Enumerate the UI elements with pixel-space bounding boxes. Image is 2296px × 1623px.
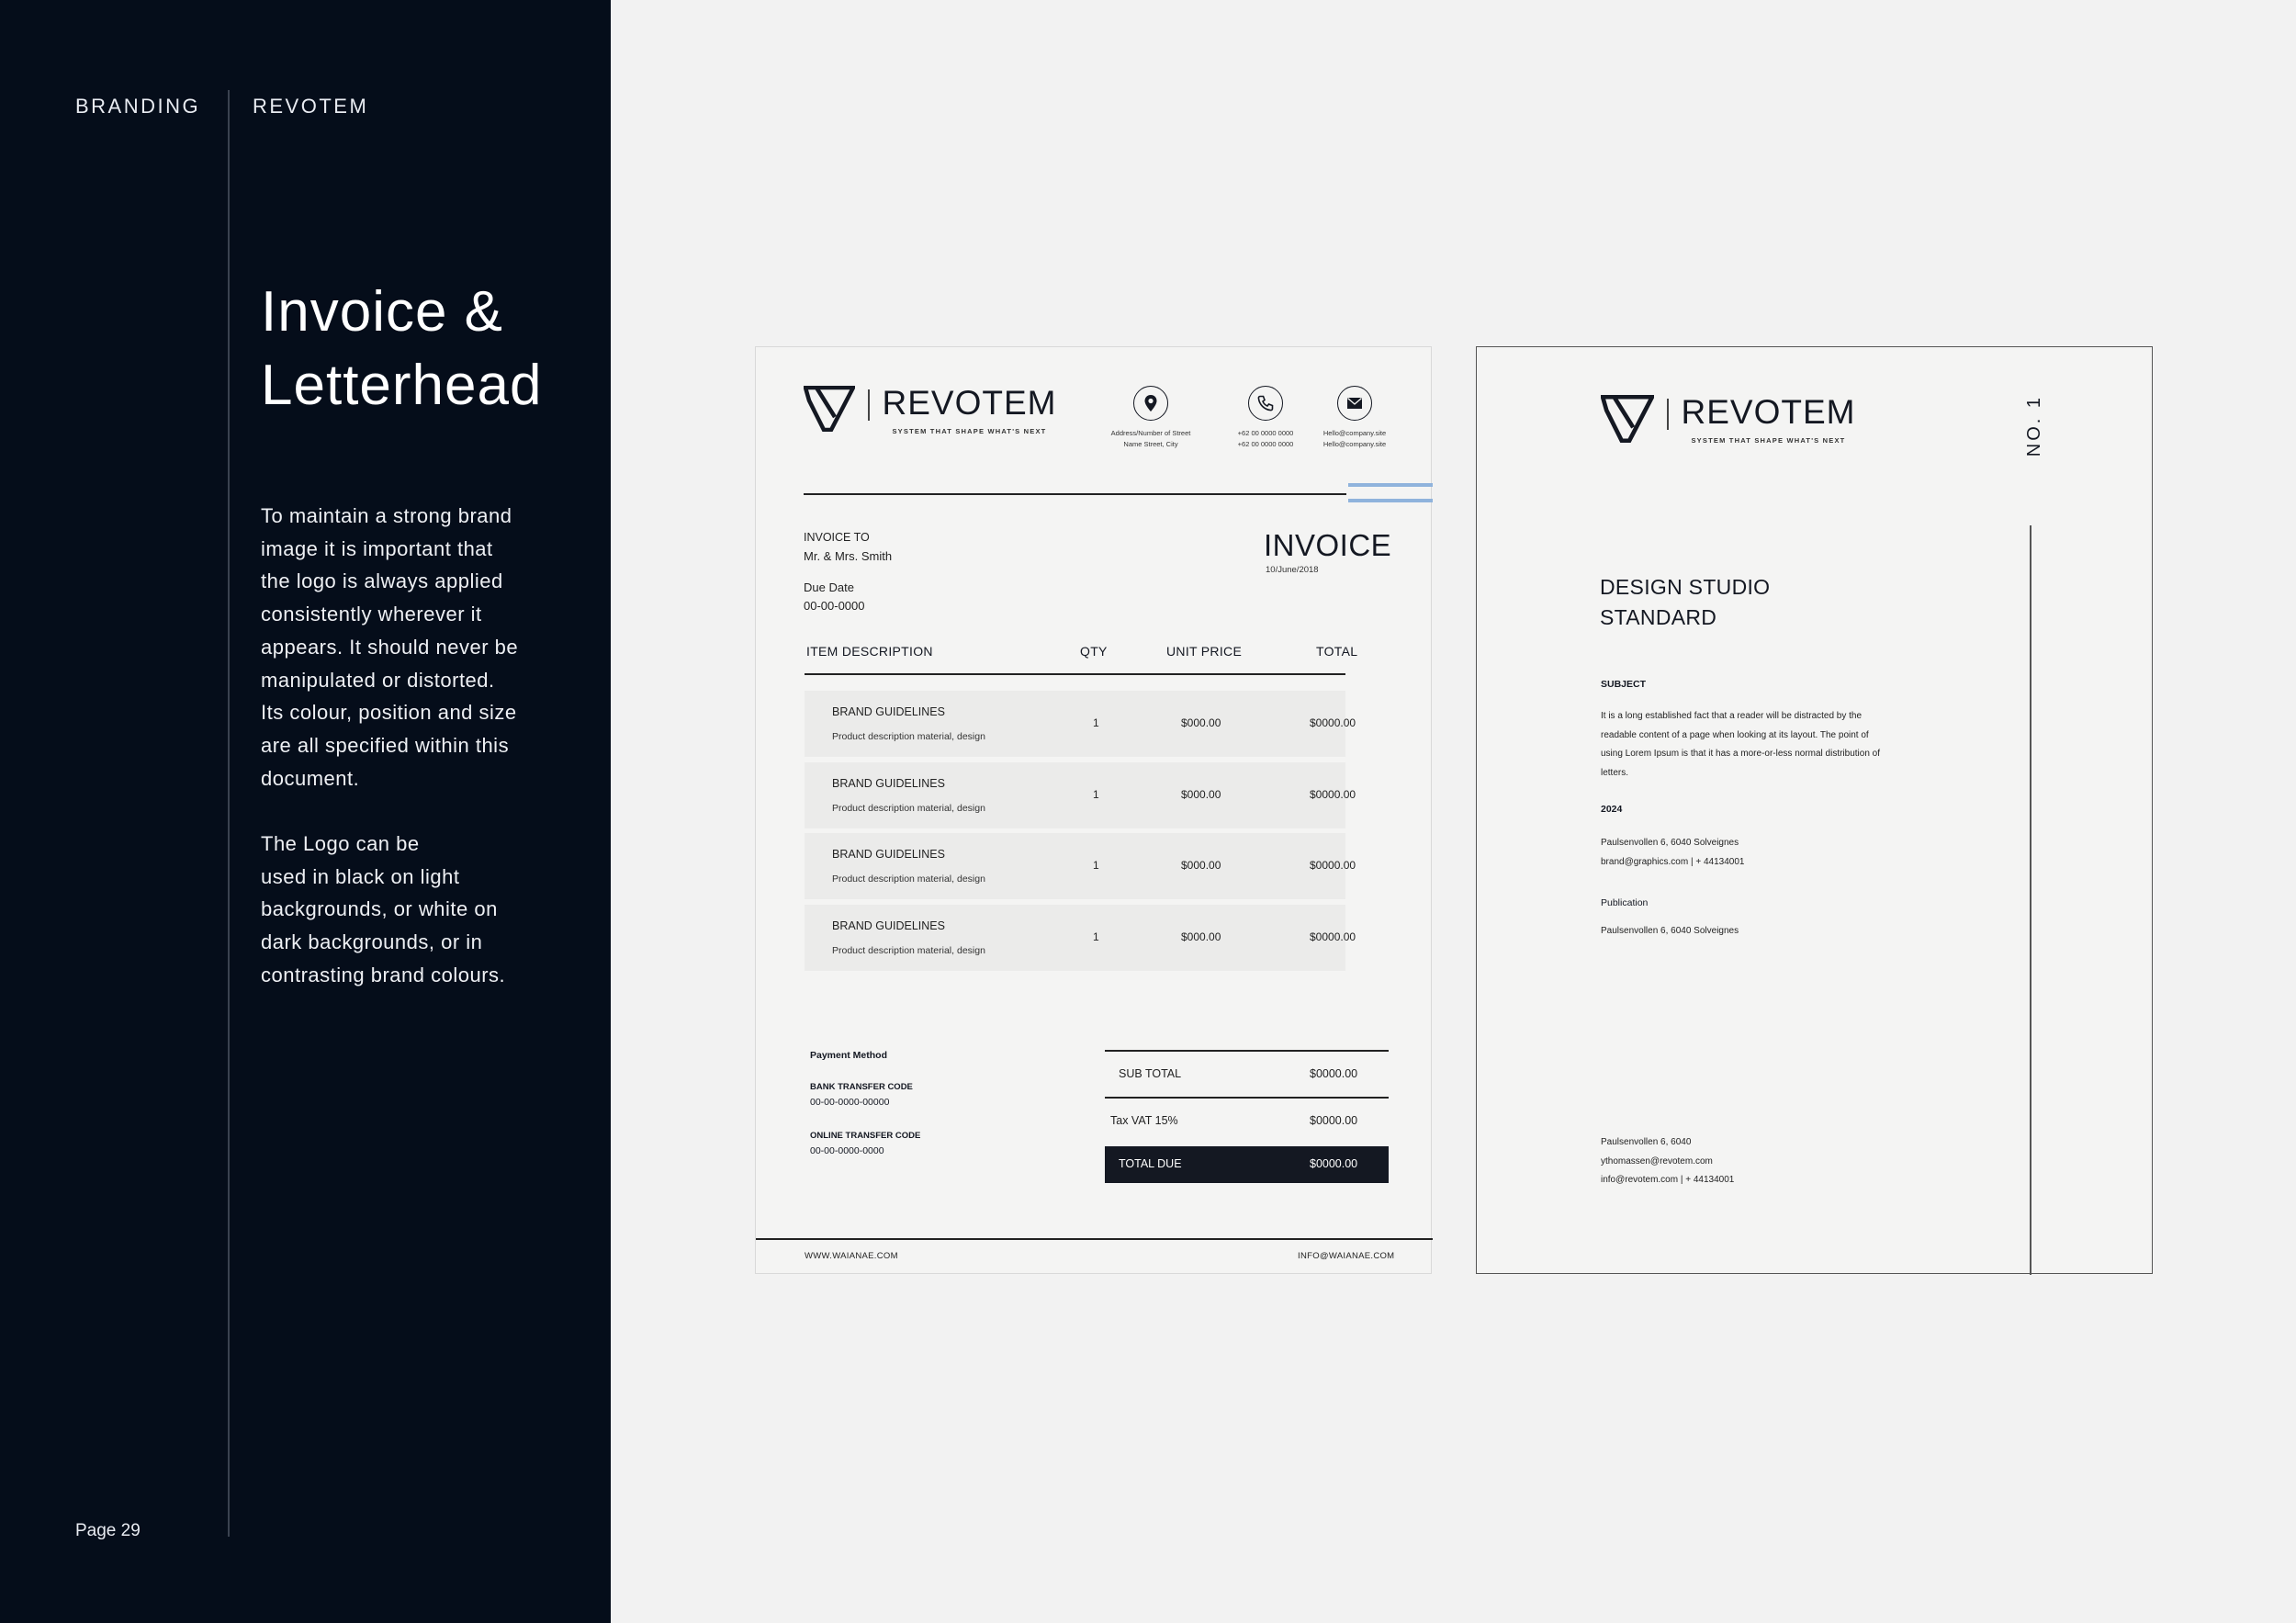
item-description: Product description material, design [832,873,985,885]
item-total: $0000.00 [1310,930,1356,943]
brand-wordmark: REVOTEM [1681,393,1856,431]
online-transfer-code: 00-00-0000-0000 [810,1145,884,1156]
bank-transfer-code: 00-00-0000-00000 [810,1097,890,1108]
subject-text: It is a long established fact that a reader will be distracted by the readable content of a page when looking at its layout. The point of using Lorem Ipsum is that it has a more-or-less normal distribution of letters. [1601,711,1881,778]
subtotal-value: $0000.00 [1310,1067,1358,1080]
letterhead-footer-block: Paulsenvollen 6, 6040 ythomassen@revotem.com info@revotem.com | + 44134001 [1601,1137,1735,1185]
online-transfer-label: ONLINE TRANSFER CODE [810,1131,921,1141]
invoice-to-label: INVOICE TO [804,531,870,544]
contact-phone-text: +62 00 0000 0000 +62 00 0000 0000 [1237,429,1294,448]
table-row [805,691,1356,757]
contact-mail [1300,386,1410,450]
intro-paragraph: To maintain a strong brand image it is important that the logo is always applied consistently wherever it appears. It should never be manipulated or distorted. Its colour, position and size are all specified within this document. [261,504,519,790]
revotem-logo-mark-icon [1601,395,1654,443]
invoice-mockup [755,346,1432,1274]
due-date-value: 00-00-0000 [804,599,865,613]
breadcrumb-brand: REVOTEM [253,95,369,118]
item-name: BRAND GUIDELINES [832,705,945,718]
contact-circle [1133,386,1168,421]
item-unit-price: $000.00 [1181,930,1221,943]
invoice-date: 10/June/2018 [1266,565,1319,575]
contact-circle [1248,386,1283,421]
sidebar-divider [228,90,230,1537]
item-total: $0000.00 [1310,859,1356,872]
item-total: $0000.00 [1310,716,1356,729]
letterhead-title: DESIGN STUDIO STANDARD [1600,575,1771,629]
total-due-value: $0000.00 [1310,1157,1358,1170]
item-name: BRAND GUIDELINES [832,848,945,861]
total-due-label: TOTAL DUE [1119,1157,1182,1170]
contact-mail-text: Hello@company.site Hello@company.site [1322,429,1387,448]
logo-usage-paragraph: The Logo can be used in black on light backgrounds, or white on dark backgrounds, or in contrasting brand colours. [261,832,506,986]
due-date-label: Due Date [804,580,854,594]
contact-circle [1337,386,1372,421]
item-name: BRAND GUIDELINES [832,777,945,790]
item-total: $0000.00 [1310,788,1356,801]
location-pin-icon [1143,394,1158,412]
contact-address-text: Address/Number of Street Name Street, City [1110,429,1191,448]
item-unit-price: $000.00 [1181,716,1221,729]
total-due-box [1105,1146,1389,1183]
col-header-description: ITEM DESCRIPTION [806,644,933,659]
tax-value: $0000.00 [1310,1114,1358,1127]
table-row [805,833,1356,899]
contact-address [1096,386,1206,450]
table-header-rule [805,673,1345,675]
page-title: Invoice & Letterhead [261,280,543,417]
item-unit-price: $000.00 [1181,859,1221,872]
mail-icon [1346,397,1363,410]
table-row [805,762,1356,828]
page-number: Page 29 [75,1521,141,1540]
year-label: 2024 [1601,804,1623,815]
invoice-logo [804,386,1056,435]
item-description: Product description material, design [832,731,985,742]
phone-icon [1257,395,1274,411]
breadcrumb-section: BRANDING [75,95,201,118]
brand-tagline: SYSTEM THAT SHAPE WHAT'S NEXT [1691,436,1846,445]
bank-transfer-label: BANK TRANSFER CODE [810,1082,913,1092]
footer-website: WWW.WAIANAE.COM [805,1251,898,1261]
footer-rule [756,1238,1433,1240]
item-description: Product description material, design [832,945,985,956]
item-qty: 1 [1093,859,1099,872]
totals-rule [1105,1050,1389,1052]
logo-divider [1667,399,1669,430]
header-rule [804,493,1346,495]
sidebar-panel [0,0,611,1623]
footer-email: INFO@WAIANAE.COM [1298,1251,1395,1261]
invoice-to-name: Mr. & Mrs. Smith [804,549,893,563]
letterhead-logo [1601,395,1855,445]
brand-wordmark: REVOTEM [882,384,1057,422]
item-qty: 1 [1093,930,1099,943]
accent-bar [1348,483,1433,487]
vertical-number: NO. 1 [2024,395,2044,457]
col-header-total: TOTAL [1316,644,1358,659]
table-row [805,905,1356,971]
item-name: BRAND GUIDELINES [832,919,945,932]
item-qty: 1 [1093,788,1099,801]
item-description: Product description material, design [832,803,985,814]
invoice-heading: INVOICE [1264,528,1392,562]
payment-method-label: Payment Method [810,1050,888,1061]
revotem-logo-mark-icon [804,386,855,432]
letterhead-vertical-rule [2030,525,2032,1275]
letterhead-mockup [1476,346,2153,1274]
totals-rule [1105,1097,1389,1099]
subject-label: SUBJECT [1601,679,1647,690]
address-block: Paulsenvollen 6, 6040 Solveignes brand@graphics.com | + 44134001 [1601,838,1745,867]
publication-text: Paulsenvollen 6, 6040 Solveignes [1601,926,1739,936]
brand-tagline: SYSTEM THAT SHAPE WHAT'S NEXT [892,427,1047,435]
accent-bar [1348,499,1433,502]
tax-label: Tax VAT 15% [1110,1114,1178,1127]
item-unit-price: $000.00 [1181,788,1221,801]
subtotal-label: SUB TOTAL [1119,1067,1182,1080]
col-header-unit-price: UNIT PRICE [1166,644,1243,659]
publication-label: Publication [1601,897,1649,908]
col-header-qty: QTY [1080,644,1108,659]
item-qty: 1 [1093,716,1099,729]
logo-divider [868,389,870,421]
